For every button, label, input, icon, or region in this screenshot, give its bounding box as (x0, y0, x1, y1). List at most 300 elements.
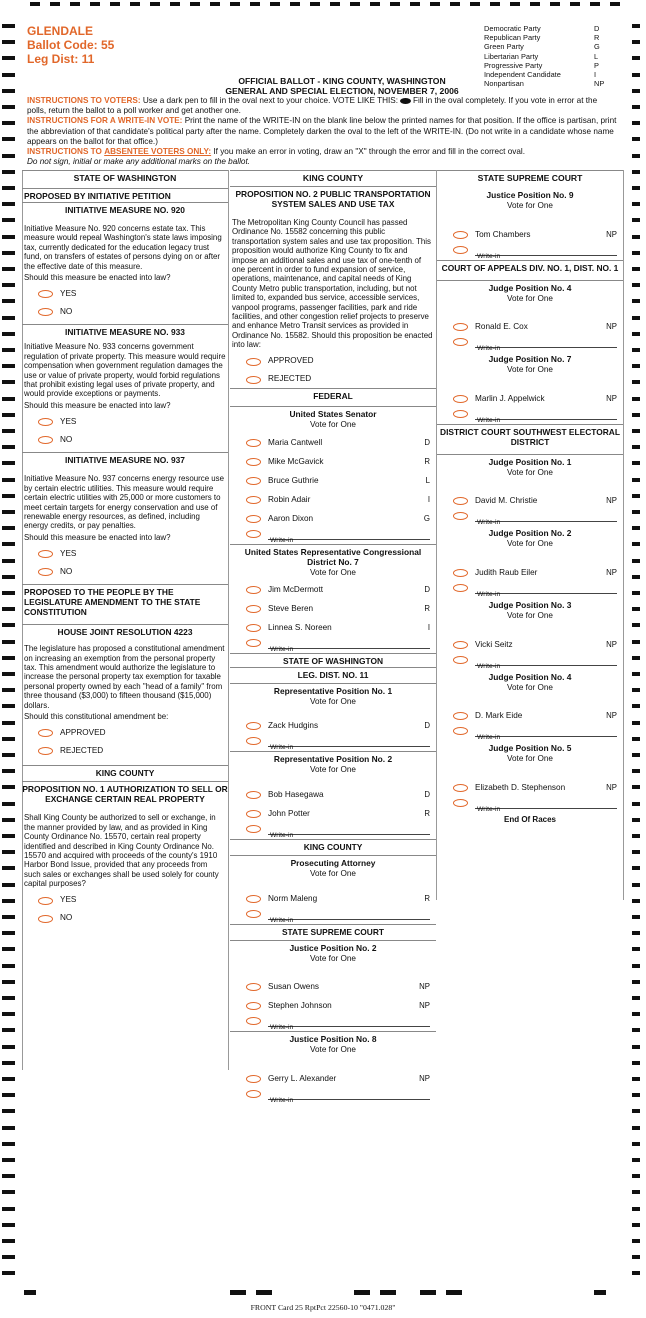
timing-mark (2, 737, 15, 741)
timing-mark (2, 413, 15, 417)
timing-mark (632, 218, 640, 222)
timing-mark (2, 121, 15, 125)
timing-mark (2, 332, 15, 336)
proposition-2-rejected[interactable]: REJECTED (230, 370, 436, 388)
race-us-senator: United States Senator (230, 406, 436, 420)
timing-mark (270, 2, 280, 6)
oval-icon[interactable] (453, 410, 468, 418)
race-dc-judge-5: Judge Position No. 5 (488, 743, 572, 754)
write-in-prosecuting-attorney[interactable]: Write-in (230, 908, 436, 924)
race-justice-pos-8: Justice Position No. 8 (230, 1031, 436, 1045)
oval-icon[interactable] (453, 395, 468, 403)
timing-mark (2, 89, 15, 93)
oval-icon[interactable] (453, 656, 468, 664)
timing-mark (632, 688, 640, 692)
timing-mark (2, 510, 15, 514)
measure-920-yes[interactable]: YES (22, 284, 228, 302)
oval-icon[interactable] (246, 1075, 261, 1083)
timing-mark (490, 2, 500, 6)
party-legend-row: Green Party G (484, 42, 600, 52)
timing-mark (632, 397, 640, 401)
ballot-title: OFFICIAL BALLOT - KING COUNTY, WASHINGTON GENERAL AND SPECIAL ELECTION, NOVEMBER 7, 2006 (225, 76, 459, 96)
timing-mark (632, 850, 640, 854)
timing-mark (632, 1239, 640, 1243)
timing-mark (632, 121, 640, 125)
timing-mark (2, 769, 15, 773)
timing-mark (632, 283, 640, 287)
timing-mark (2, 1093, 15, 1097)
proposition-2-approved[interactable]: APPROVED (230, 352, 436, 370)
candidate-option[interactable]: Susan Owens NP (230, 977, 436, 996)
proposition-1-title: PROPOSITION NO. 1 AUTHORIZATION TO SELL OR EXCHANGE CERTAIN REAL PROPERTY (22, 781, 228, 805)
timing-mark (2, 1207, 15, 1211)
timing-mark (2, 1271, 15, 1275)
oval-icon[interactable] (246, 515, 261, 523)
timing-mark (2, 607, 15, 611)
timing-mark (632, 1158, 640, 1162)
oval-icon[interactable] (246, 983, 261, 991)
timing-mark (2, 429, 15, 433)
timing-mark (632, 186, 640, 190)
timing-mark (2, 802, 15, 806)
candidate-option[interactable]: Bob Hasegawa D (230, 785, 436, 804)
timing-mark (632, 1061, 640, 1065)
candidate-option[interactable]: John Potter R (230, 804, 436, 823)
section-state-of-washington-2: STATE OF WASHINGTON (230, 653, 436, 667)
oval-icon[interactable] (38, 747, 53, 755)
oval-icon[interactable] (453, 512, 468, 520)
write-in-representative[interactable]: Write-in (230, 637, 436, 653)
timing-mark (632, 89, 640, 93)
write-in-coa-judge-4[interactable]: Write-in (437, 336, 623, 352)
oval-icon[interactable] (38, 729, 53, 737)
section-state-supreme-court: STATE SUPREME COURT (230, 924, 436, 938)
write-in-coa-judge-7[interactable]: Write-in (437, 408, 623, 424)
timing-mark (2, 753, 15, 757)
candidate-option[interactable]: Judith Raub Eiler NP (437, 563, 623, 582)
write-in-dc-judge-2[interactable]: Write-in (437, 582, 623, 598)
oval-icon[interactable] (453, 712, 468, 720)
oval-icon[interactable] (453, 231, 468, 239)
ballot-header-info (27, 24, 114, 66)
timing-mark (2, 1174, 15, 1178)
timing-mark (632, 332, 640, 336)
timing-mark (632, 1142, 640, 1146)
timing-mark (632, 56, 640, 60)
timing-mark (632, 413, 640, 417)
timing-mark (2, 915, 15, 919)
candidate-option[interactable]: Mike McGavick R (230, 452, 436, 471)
timing-mark (632, 623, 640, 627)
timing-mark (2, 105, 15, 109)
hjr-4223-text: The legislature has proposed a constitutional amendment on increasing an exemption from the personal property tax. This amendment would authorize the legislature to increase the personal property tax exemption for taxable personal property owned by each "head of a family" from three thousand ($3,000) to fifteen thousand ($15,000) dollars. (24, 644, 225, 710)
timing-mark (530, 2, 540, 6)
measure-937-yes[interactable]: YES (22, 544, 228, 562)
timing-mark (632, 721, 640, 725)
timing-mark (310, 2, 320, 6)
candidate-option[interactable]: Vicki Seitz NP (437, 635, 623, 654)
timing-mark (2, 1061, 15, 1065)
timing-mark (632, 73, 640, 77)
timing-mark (2, 1239, 15, 1243)
oval-icon[interactable] (246, 1002, 261, 1010)
candidate-option[interactable]: Norm Maleng R (230, 889, 436, 908)
race-coa-judge-7: Judge Position No. 7 (488, 354, 572, 365)
timing-mark (2, 1190, 15, 1194)
timing-mark (2, 1012, 15, 1016)
timing-mark (230, 2, 240, 6)
timing-mark (632, 915, 640, 919)
timing-mark (2, 542, 15, 546)
measure-933-no[interactable]: NO (22, 430, 228, 448)
timing-mark (2, 478, 15, 482)
timing-mark (590, 2, 600, 6)
timing-mark (2, 672, 15, 676)
timing-mark (170, 2, 180, 6)
timing-mark (2, 656, 15, 660)
oval-icon[interactable] (246, 1017, 261, 1025)
timing-mark (632, 348, 640, 352)
write-in-justice-pos-8[interactable]: Write-in (230, 1088, 436, 1104)
timing-mark (2, 251, 15, 255)
timing-mark (2, 235, 15, 239)
timing-mark (632, 947, 640, 951)
write-in-justice-pos-9[interactable]: Write-in (437, 244, 623, 260)
timing-mark (632, 964, 640, 968)
candidate-option[interactable]: Linnea S. Noreen I (230, 618, 436, 637)
proposition-1-yes[interactable]: YES (22, 891, 228, 909)
timing-mark (632, 1045, 640, 1049)
timing-mark (2, 931, 15, 935)
race-dc-judge-2: Judge Position No. 2 (488, 528, 572, 539)
write-in-rep-pos-2[interactable]: Write-in (230, 823, 436, 839)
section-king-county-2: KING COUNTY (230, 839, 436, 853)
candidate-option[interactable]: Zack Hudgins D (230, 716, 436, 735)
measure-937-text: Initiative Measure No. 937 concerns energy resource use by certain electric utilities. This measure would require certain electric utilities with 25,000 or more customers to meet certain targets for energy conservation and use of renewable energy resources, as defined, including energy credits, or pay penalties. (24, 474, 225, 531)
precinct-name: GLENDALE (27, 24, 93, 38)
candidate-option[interactable]: Marlin J. Appelwick NP (437, 389, 623, 408)
timing-mark (2, 397, 15, 401)
timing-mark (2, 283, 15, 287)
oval-icon[interactable] (246, 1090, 261, 1098)
measure-920-text: Initiative Measure No. 920 concerns estate tax. This measure would repeal Washington's state laws imposing tax, currently dedicated for the education legacy trust fund, on transfers of estates of persons dying on or after the effective date of this measure. (24, 224, 222, 271)
ballot-code: Ballot Code: 55 (27, 38, 115, 52)
oval-icon[interactable] (453, 246, 468, 254)
timing-mark (2, 883, 15, 887)
party-legend-row: Progressive Party P (484, 60, 599, 70)
oval-icon[interactable] (38, 290, 53, 298)
timing-mark (2, 24, 15, 28)
timing-mark (110, 2, 120, 6)
timing-mark (632, 737, 640, 741)
candidate-option[interactable]: Elizabeth D. Stephenson NP (437, 778, 623, 797)
timing-mark (30, 2, 40, 6)
timing-mark (632, 494, 640, 498)
oval-icon[interactable] (38, 915, 53, 923)
timing-mark (632, 640, 640, 644)
oval-icon[interactable] (453, 727, 468, 735)
section-king-county: KING COUNTY (22, 765, 228, 779)
timing-mark (2, 1077, 15, 1081)
timing-mark (632, 445, 640, 449)
timing-mark (570, 2, 580, 6)
timing-mark (632, 364, 640, 368)
timing-mark (632, 575, 640, 579)
proposition-2-text: The Metropolitan King County Council has passed Ordinance No. 15582 concerning this public transportation system sales and use tax proposition. This proposition would authorize King County to fix and impose an additional sales and use tax of one-tenth of one percent in order to fund expansion of service, operations, maintenance, and capital needs of King County Metro public transportation, including, but not limited to, expanded bus service, accessible services, vanpool programs, passenger facilities, park and ride facilities, and other congestion relief projects to preserve and enhance Metro Transit services as provided in Ordinance No. 15582. Should this proposition be enacted into law: (232, 218, 433, 350)
race-dc-judge-1: Judge Position No. 1 (437, 454, 623, 468)
write-in-rep-pos-1[interactable]: Write-in (230, 735, 436, 751)
timing-mark (550, 2, 560, 6)
oval-icon[interactable] (246, 722, 261, 730)
section-state-of-washington: STATE OF WASHINGTON (22, 170, 228, 184)
oval-icon[interactable] (38, 436, 53, 444)
oval-icon[interactable] (246, 358, 261, 366)
oval-icon[interactable] (453, 799, 468, 807)
party-legend-row: Libertarian Party L (484, 51, 599, 61)
timing-mark (2, 1028, 15, 1032)
candidate-option[interactable]: Bruce Guthrie L (230, 471, 436, 490)
oval-icon[interactable] (246, 586, 261, 594)
oval-icon[interactable] (246, 624, 261, 632)
oval-icon[interactable] (246, 376, 261, 384)
write-in-dc-judge-1[interactable]: Write-in (437, 510, 623, 526)
timing-mark (2, 575, 15, 579)
timing-mark (2, 526, 15, 530)
timing-mark (510, 2, 520, 6)
oval-icon[interactable] (38, 308, 53, 316)
timing-mark (632, 380, 640, 384)
oval-icon[interactable] (246, 895, 261, 903)
oval-icon[interactable] (246, 458, 261, 466)
oval-icon[interactable] (38, 550, 53, 558)
timing-mark (2, 348, 15, 352)
candidate-option[interactable]: Gerry L. Alexander NP (230, 1069, 436, 1088)
party-legend-row: Democratic Party D (484, 24, 600, 33)
race-justice-pos-2: Justice Position No. 2 (230, 940, 436, 954)
measure-933-text: Initiative Measure No. 933 concerns government regulation of private property. This measure would require compensation when government regulation damages the use or value of private property, would forbid regulations that prohibit existing legal uses of private property, and would provide exceptions or payments. (24, 342, 226, 399)
section-legislature: PROPOSED TO THE PEOPLE BY THE LEGISLATURE AMENDMENT TO THE STATE CONSTITUTION (22, 584, 228, 618)
timing-mark (2, 818, 15, 822)
timing-mark (632, 154, 640, 158)
proposition-1-text: Shall King County be authorized to sell or exchange, in the manner provided by law, and as provided in King County Ordinance No. 15570, certain real property identified and described in King County Ordinance No. 15570 and acquired with proceeds of the county's 1910 Harbor Bond Issue, provided that any proceeds from such sales or exchanges shall be used solely for county capital purposes? (24, 813, 219, 889)
timing-mark (2, 996, 15, 1000)
oval-icon[interactable] (246, 639, 261, 647)
oval-icon[interactable] (246, 910, 261, 918)
timing-mark (632, 478, 640, 482)
timing-mark (2, 785, 15, 789)
oval-icon[interactable] (453, 323, 468, 331)
timing-mark (330, 2, 340, 6)
timing-mark (90, 2, 100, 6)
section-initiative-petition: PROPOSED BY INITIATIVE PETITION (22, 188, 228, 202)
timing-mark (350, 2, 360, 6)
candidate-option[interactable]: Stephen Johnson NP (230, 996, 436, 1015)
oval-icon[interactable] (453, 584, 468, 592)
candidate-option[interactable]: Ronald E. Cox NP (437, 317, 623, 336)
write-in-dc-judge-3[interactable]: Write-in (437, 654, 623, 670)
timing-mark (2, 170, 15, 174)
race-rep-pos-1: Representative Position No. 1 (230, 683, 436, 697)
timing-mark (50, 2, 60, 6)
write-in-dc-judge-5[interactable]: Write-in (437, 797, 623, 813)
write-in-justice-pos-2[interactable]: Write-in (230, 1015, 436, 1031)
column-3: STATE SUPREME COURT Justice Position No. 9 Vote for One Tom Chambers NP Write-in COURT OF APPEALS DIV. NO. 1, DIST. NO. 1 Judge Position No. 4 Vote for One Ronald E. Cox NP Write-in Judge Position No. 7 Vote for One Marlin J. Appelwick NP Write-in DISTRICT COURT SOUTHWEST ELECTORAL DISTRICT Judge Position No. 1 Vote for One David M. Christie NP Write-in Judge Position No. 2 Vote for One Judith Raub Eiler NP Write-in Judge Position No. 3 Vote for One Vicki Seitz NP Write-in Judge Position No. 4 Vote for One D. Mark Eide NP Write-in Judge Position No. 5 Vote for One Elizabeth D. Stephenson NP Write-in End Of Races (437, 170, 623, 824)
timing-mark (2, 299, 15, 303)
column-2: KING COUNTY PROPOSITION NO. 2 PUBLIC TRANSPORTATION SYSTEM SALES AND USE TAX The Metropolitan King County Council has passed Ordinance No. 15582 concerning this public transportation system sales and use tax proposition. This proposition would authorize King County to fix and impose an additional sales and use tax of one-tenth of one percent in order to fund expansion of service, operations, maintenance, and capital needs of King County Metro public transportation, including, but not limited to, expanded bus service, accessible services, vanpool programs, passenger facilities, park and ride facilities, and other congestion relief projects to preserve and enhance Metro Transit services as provided in Ordinance No. 15582. Should this proposition be enacted into law: APPROVED REJECTED FEDERAL United States Senator Vote for One Maria Cantwell D Mike McGavick R Bruce Guthrie L Robin Adair I Aaron Dixon G Write-in United States Representative Congressional District No. 7 Vote for One Jim McDermott D Steve Beren R Linnea S. Noreen I Write-in STATE OF WASHINGTON LEG. DIST. NO. 11 Representative Position No. 1 Vote for One Zack Hudgins D Write-in Representative Position No. 2 Vote for One Bob Hasegawa D John Potter R Write-in KING COUNTY Prosecuting Attorney Vote for One Norm Maleng R Write-in STATE SUPREME COURT Justice Position No. 2 Vote for One Susan Owens NP Stephen Johnson NP Write-in Justice Position No. 8 Vote for One Gerry L. Alexander NP Write-in (230, 170, 436, 1104)
candidate-option[interactable]: Robin Adair I (230, 490, 436, 509)
timing-mark (190, 2, 200, 6)
filled-oval-icon (400, 98, 411, 104)
candidate-option[interactable]: Jim McDermott D (230, 580, 436, 599)
timing-mark (632, 802, 640, 806)
timing-mark (2, 186, 15, 190)
oval-icon[interactable] (246, 439, 261, 447)
timing-mark (2, 850, 15, 854)
hjr-4223-rejected[interactable]: REJECTED (22, 741, 228, 759)
timing-mark (632, 559, 640, 563)
oval-icon[interactable] (453, 641, 468, 649)
timing-mark (2, 445, 15, 449)
oval-icon[interactable] (246, 496, 261, 504)
oval-icon[interactable] (38, 568, 53, 576)
timing-mark (450, 2, 460, 6)
hjr-4223-title: HOUSE JOINT RESOLUTION 4223 (22, 624, 228, 638)
timing-mark (2, 1126, 15, 1130)
oval-icon[interactable] (246, 605, 261, 613)
timing-mark (2, 461, 15, 465)
measure-933-title: INITIATIVE MEASURE NO. 933 (22, 324, 228, 338)
timing-mark (410, 2, 420, 6)
timing-mark (632, 1012, 640, 1016)
timing-mark (632, 316, 640, 320)
candidate-option[interactable]: Steve Beren R (230, 599, 436, 618)
timing-mark (632, 251, 640, 255)
party-legend-row: Nonpartisan NP (484, 79, 605, 89)
section-district-court: DISTRICT COURT SOUTHWEST ELECTORAL DISTRICT (437, 424, 623, 448)
oval-icon[interactable] (246, 530, 261, 538)
timing-mark (632, 704, 640, 708)
oval-icon[interactable] (246, 810, 261, 818)
instructions: INSTRUCTIONS TO VOTERS: Use a dark pen to fill in the oval next to your choice. VOTE LIKE THIS: Fill in the oval completely. If you vote in error at the polls, return the ballot to a poll worker and get another one. INSTRUCTIONS FOR A WRITE-IN VOTE: Print the name of the WRITE-IN on the blank line below the printed names for that position. If the office is partisan, print the abbreviation of that candidate's political party after the name. Completely darken the oval to the left of the WRITE-IN. (Do not write in a candidate whose name appears on the ballot for that office.) INSTRUCTIONS TO ABSENTEE VOTERS ONLY: If you make an error in voting, draw an "X" through the error and fill in the correct oval. Do not sign, initial or make any additional marks on the ballot. (27, 96, 617, 167)
candidate-option[interactable]: Aaron Dixon G (230, 509, 436, 528)
candidate-option[interactable]: Tom Chambers NP (437, 225, 623, 244)
timing-mark (632, 769, 640, 773)
timing-mark (632, 753, 640, 757)
timing-mark (2, 1045, 15, 1049)
timing-mark (632, 899, 640, 903)
oval-icon[interactable] (453, 497, 468, 505)
timing-mark (2, 137, 15, 141)
timing-mark (150, 2, 160, 6)
timing-mark (2, 56, 15, 60)
proposition-1-no[interactable]: NO (22, 909, 228, 927)
oval-icon[interactable] (453, 338, 468, 346)
timing-mark (632, 526, 640, 530)
race-prosecuting-attorney: Prosecuting Attorney (230, 855, 436, 869)
race-justice-pos-9: Justice Position No. 9 (486, 190, 574, 200)
timing-mark (632, 672, 640, 676)
timing-mark (370, 2, 380, 6)
timing-mark (632, 818, 640, 822)
oval-icon[interactable] (453, 569, 468, 577)
timing-mark (290, 2, 300, 6)
timing-mark (632, 1126, 640, 1130)
timing-mark (632, 656, 640, 660)
leg-dist: Leg Dist: 11 (27, 52, 95, 66)
measure-920-no[interactable]: NO (22, 302, 228, 320)
oval-icon[interactable] (38, 418, 53, 426)
hjr-4223-approved[interactable]: APPROVED (22, 723, 228, 741)
party-legend-row: Republican Party R (484, 33, 600, 43)
oval-icon[interactable] (453, 784, 468, 792)
timing-mark (632, 429, 640, 433)
measure-920-question: Should this measure be enacted into law? (24, 273, 171, 283)
timing-mark (430, 2, 440, 6)
measure-920-title: INITIATIVE MEASURE NO. 920 (22, 202, 228, 216)
timing-mark (632, 24, 640, 28)
write-in-dc-judge-4[interactable]: Write-in (437, 725, 623, 741)
timing-mark (2, 1158, 15, 1162)
timing-mark (2, 40, 15, 44)
timing-mark (2, 202, 15, 206)
timing-mark (632, 1207, 640, 1211)
party-legend-row: Independent Candidate I (484, 70, 597, 80)
top-timing-marks (0, 0, 646, 10)
timing-mark (632, 1109, 640, 1113)
section-leg-dist: LEG. DIST. NO. 11 (230, 667, 436, 681)
party-legend (484, 24, 608, 88)
oval-icon[interactable] (38, 897, 53, 905)
measure-937-title: INITIATIVE MEASURE NO. 937 (22, 452, 228, 466)
timing-mark (632, 931, 640, 935)
timing-mark (632, 1190, 640, 1194)
measure-933-yes[interactable]: YES (22, 412, 228, 430)
timing-mark (632, 170, 640, 174)
write-in-senator[interactable]: Write-in (230, 528, 436, 544)
timing-mark (632, 105, 640, 109)
race-coa-judge-4: Judge Position No. 4 (437, 280, 623, 294)
timing-mark (2, 1109, 15, 1113)
timing-mark (2, 704, 15, 708)
timing-mark (2, 494, 15, 498)
oval-icon[interactable] (246, 477, 261, 485)
timing-mark (390, 2, 400, 6)
timing-mark (632, 1028, 640, 1032)
candidate-option[interactable]: Maria Cantwell D (230, 433, 436, 452)
oval-icon[interactable] (246, 737, 261, 745)
timing-mark (2, 1223, 15, 1227)
section-king-county: KING COUNTY (230, 170, 436, 184)
proposition-2-title: PROPOSITION NO. 2 PUBLIC TRANSPORTATION SYSTEM SALES AND USE TAX (230, 186, 436, 210)
race-us-representative: United States Representative Congressional District No. 7 (230, 544, 436, 568)
timing-mark (2, 73, 15, 77)
timing-mark (2, 364, 15, 368)
candidate-option[interactable]: David M. Christie NP (437, 491, 623, 510)
race-dc-judge-3: Judge Position No. 3 (488, 599, 572, 610)
timing-mark (632, 591, 640, 595)
timing-mark (632, 1174, 640, 1178)
measure-937-no[interactable]: NO (22, 562, 228, 580)
timing-mark (632, 980, 640, 984)
candidate-option[interactable]: D. Mark Eide NP (437, 706, 623, 725)
oval-icon[interactable] (246, 791, 261, 799)
timing-mark (2, 218, 15, 222)
timing-mark (2, 721, 15, 725)
timing-mark (632, 40, 640, 44)
timing-mark (632, 834, 640, 838)
oval-icon[interactable] (246, 825, 261, 833)
timing-mark (250, 2, 260, 6)
